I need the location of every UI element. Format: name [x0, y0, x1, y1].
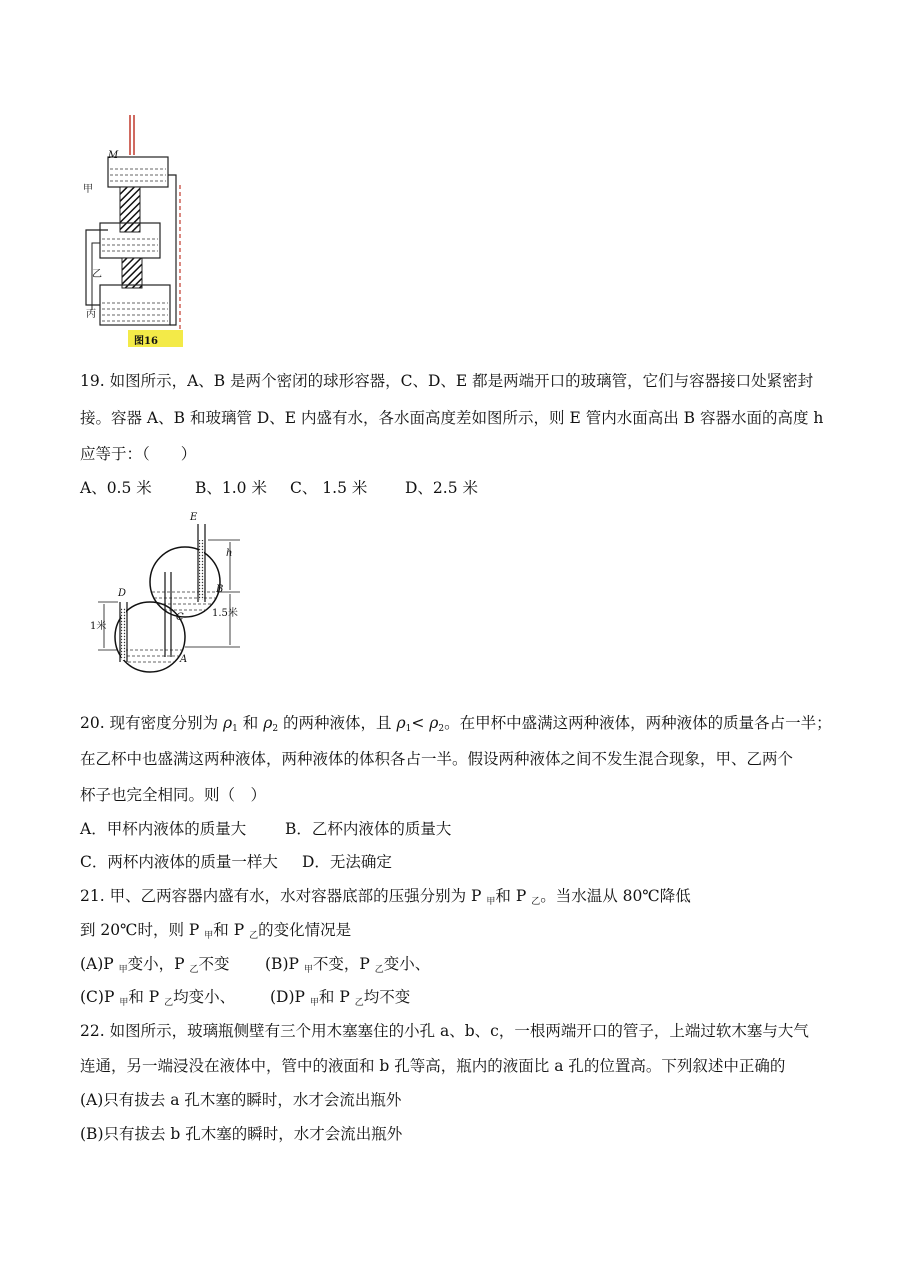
figure-spheres-label-b: B: [216, 584, 224, 595]
q20-line-1: [80, 713, 832, 739]
q21-options-cd: [80, 987, 410, 1013]
q21-option-a-sub-yi: 乙: [189, 965, 199, 975]
q19-option-d[interactable]: D、2.5 米: [405, 479, 479, 497]
q19-line-2: 接。容器 A、B 和玻璃管 D、E 内盛有水，各水面高度差如图所示，则 E 管内水面高出 B 容器水面的高度 h: [80, 409, 824, 427]
q21-option-d-sub-yi: 乙: [354, 998, 364, 1008]
q21-line-1-b: 和 P: [495, 887, 532, 905]
figure-16-caption: 图16: [134, 336, 158, 347]
q21-option-c-text-3: 均变小、: [173, 988, 236, 1006]
q20-line-1-a: 20. 现有密度分别为: [80, 714, 224, 732]
q22-option-a[interactable]: (A)只有拔去 a 孔木塞的瞬时，水才会流出瓶外: [80, 1091, 402, 1109]
q21-option-d-text-1: (D)P: [270, 988, 310, 1006]
q21-option-a-text-1: (A)P: [80, 955, 119, 973]
q20-rho-3-sub: 1: [405, 724, 412, 734]
q21-option-c-text-2: 和 P: [128, 988, 165, 1006]
q22-line-1: 22. 如图所示，玻璃瓶侧壁有三个用木塞塞住的小孔 a、b、c，一根两端开口的管子，上端过软木塞与大气: [80, 1022, 809, 1040]
figure-16: [78, 115, 188, 347]
figure-16-label-jia: 甲: [83, 184, 93, 195]
q21-option-a-text-2: 变小，P: [127, 955, 190, 973]
q21-option-c[interactable]: [80, 987, 270, 1013]
q21-sub-yi: 乙: [531, 897, 541, 907]
q20-options-ab: [80, 819, 451, 839]
q21-line-2-sub-jia: 甲: [204, 931, 214, 941]
q21-option-a[interactable]: [80, 954, 265, 980]
q21-line-2-b: 和 P: [213, 921, 250, 939]
figure-spheres-label-c: C: [176, 612, 184, 623]
q21-line-2-a: 到 20℃时，则 P: [80, 921, 205, 939]
figure-spheres-label-h: h: [226, 548, 233, 559]
q21-line-1-c: 。当水温从 80℃降低: [540, 887, 691, 905]
q20-rho-1: ρ: [223, 714, 233, 732]
q20-options-cd: [80, 852, 392, 872]
q21-option-d-sub-jia: 甲: [309, 998, 319, 1008]
figure-16-label-bing: 丙: [86, 309, 96, 320]
figure-16-label-m: M: [108, 150, 119, 161]
q21-line-2-c: 的变化情况是: [258, 921, 352, 939]
q21-option-b-text-2: 不变，P: [312, 955, 375, 973]
q20-line-2: 在乙杯中也盛满这两种液体，两种液体的体积各占一半。假设两种液体之间不发生混合现象，甲、乙两个: [80, 750, 794, 768]
q20-option-d[interactable]: D．无法确定: [302, 853, 392, 871]
q21-option-b-sub-jia: 甲: [303, 965, 313, 975]
q21-line-1-a: 21. 甲、乙两容器内盛有水，水对容器底部的压强分别为 P: [80, 887, 487, 905]
q22-line-2: 连通，另一端浸没在液体中，管中的液面和 b 孔等高，瓶内的液面比 a 孔的位置高。下列叙述中正确的: [80, 1057, 786, 1075]
q20-rho-4: ρ: [429, 714, 439, 732]
q21-option-b-sub-yi: 乙: [374, 965, 384, 975]
q20-line-1-c: 的两种液体，且: [278, 714, 397, 732]
q20-lt: <: [411, 714, 430, 732]
q20-line-1-b: 和: [237, 714, 264, 732]
q20-option-b[interactable]: B．乙杯内液体的质量大: [285, 820, 452, 838]
q20-line-3: 杯子也完全相同。则（ ）: [80, 786, 267, 804]
figure-spheres: [90, 512, 260, 677]
q21-option-c-sub-yi: 乙: [164, 998, 174, 1008]
q21-option-d-text-2: 和 P: [318, 988, 355, 1006]
q21-option-b-text-1: (B)P: [265, 955, 304, 973]
figure-spheres-label-1m: 1米: [90, 621, 107, 632]
q19-option-b[interactable]: B、1.0 米: [195, 479, 267, 497]
figure-spheres-drawing: [90, 512, 260, 677]
q21-option-d[interactable]: [270, 987, 410, 1013]
q19-options: [80, 478, 478, 498]
q20-rho-4-sub: 2: [438, 724, 445, 734]
figure-spheres-label-1-5m: 1.5米: [212, 608, 238, 619]
q20-option-a[interactable]: A．甲杯内液体的质量大: [80, 820, 247, 838]
q21-option-b[interactable]: [265, 954, 430, 980]
q22-option-b[interactable]: (B)只有拔去 b 孔木塞的瞬时，水才会流出瓶外: [80, 1125, 403, 1143]
figure-16-label-yi: 乙: [92, 269, 102, 280]
q20-option-c[interactable]: C．两杯内液体的质量一样大: [80, 853, 278, 871]
q21-option-a-sub-jia: 甲: [118, 965, 128, 975]
q20-rho-2-sub: 2: [272, 724, 279, 734]
q21-option-b-text-3: 变小、: [383, 955, 431, 973]
q19-option-a[interactable]: A、0.5 米: [80, 479, 152, 497]
q21-option-c-text-1: (C)P: [80, 988, 120, 1006]
q21-line-2-sub-yi: 乙: [249, 931, 259, 941]
q19-line-3: 应等于：（ ）: [80, 445, 197, 463]
q21-line-1: [80, 886, 691, 912]
figure-spheres-label-a: A: [180, 654, 188, 665]
q19-line-1: 19. 如图所示，A、B 是两个密闭的球形容器，C、D、E 都是两端开口的玻璃管，它们与容器接口处紧密封: [80, 372, 814, 390]
q20-rho-2: ρ: [263, 714, 273, 732]
q21-option-a-text-3: 不变: [198, 955, 230, 973]
figure-spheres-label-d: D: [118, 588, 127, 599]
q19-option-c[interactable]: C、 1.5 米: [290, 479, 368, 497]
q21-option-d-text-3: 均不变: [363, 988, 411, 1006]
q20-rho-3: ρ: [396, 714, 406, 732]
q21-line-2: [80, 920, 351, 946]
q21-options-ab: [80, 954, 430, 980]
q21-option-c-sub-jia: 甲: [119, 998, 129, 1008]
q20-line-1-d: 。在甲杯中盛满这两种液体，两种液体的质量各占一半；: [444, 714, 832, 732]
q21-sub-jia: 甲: [486, 897, 496, 907]
figure-spheres-label-e: E: [190, 512, 198, 523]
q20-rho-1-sub: 1: [232, 724, 238, 734]
